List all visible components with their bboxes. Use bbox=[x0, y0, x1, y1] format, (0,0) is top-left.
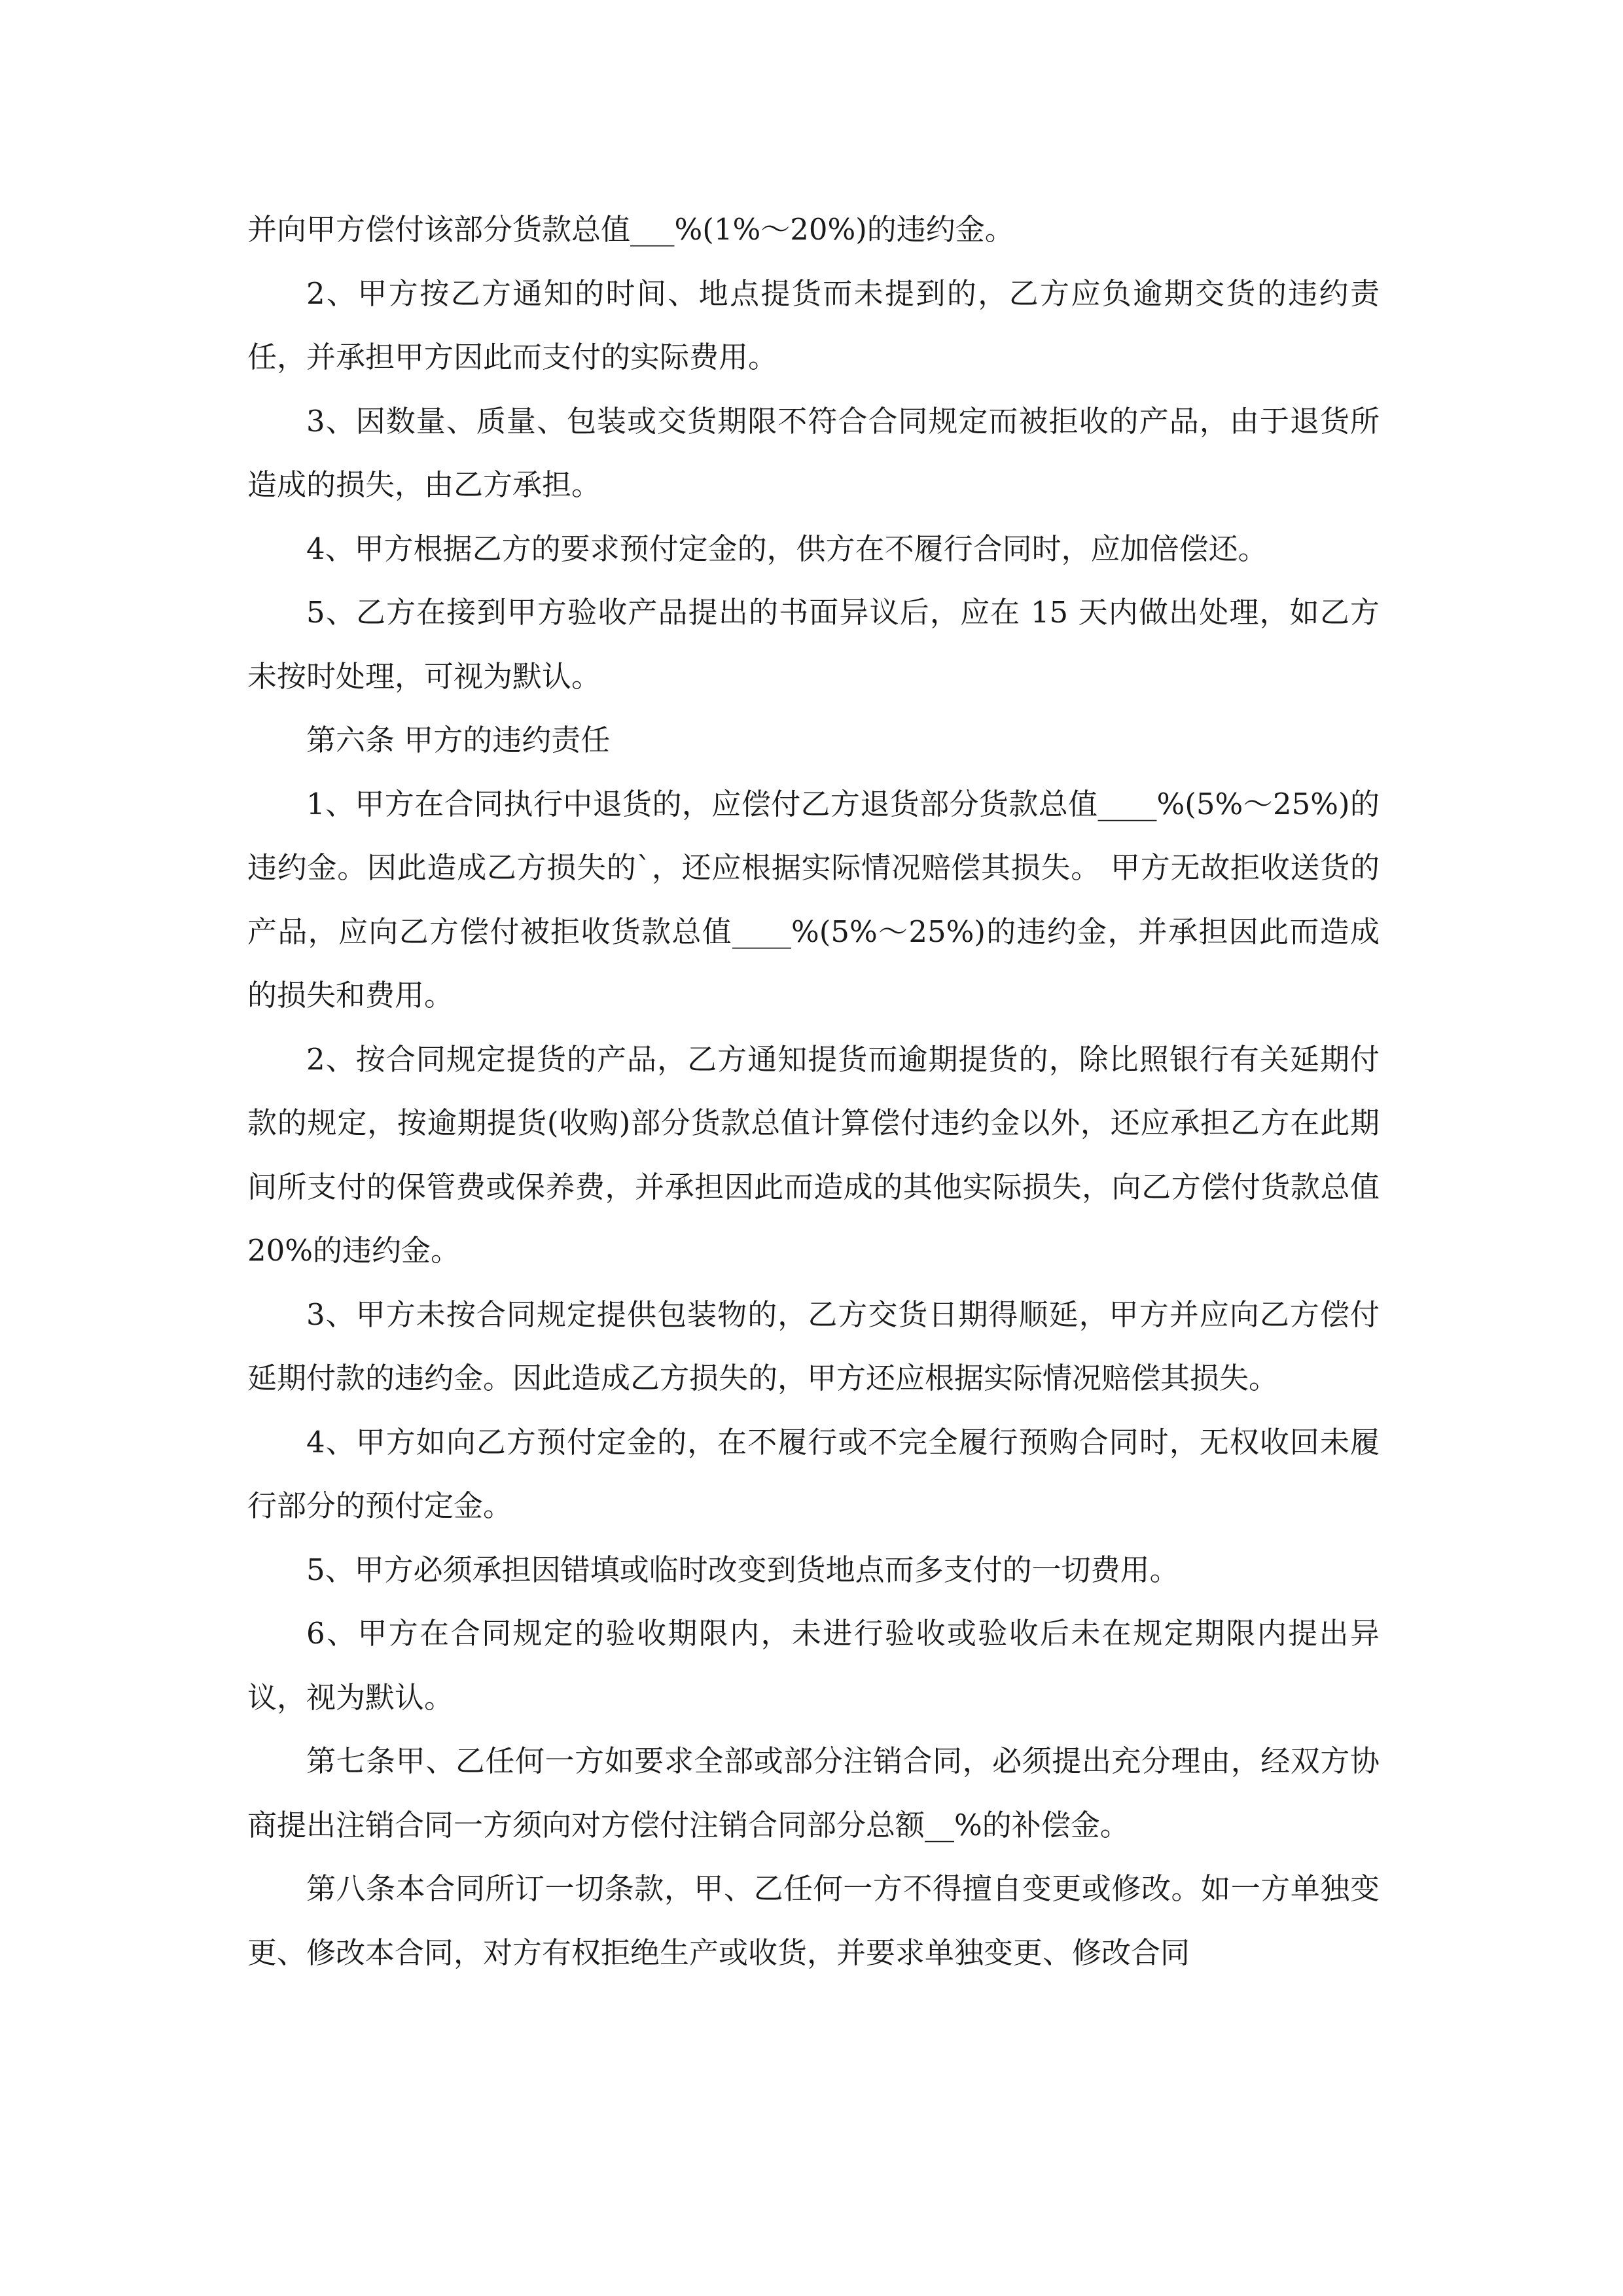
paragraph-clause-5-item-3: 3、因数量、质量、包装或交货期限不符合合同规定而被拒收的产品，由于退货所造成的损失，由乙方承担。 bbox=[247, 403, 1380, 502]
paragraph-article-8: 第八条本合同所订一切条款，甲、乙任何一方不得擅自变更或修改。如一方单独变更、修改本合同，对方有权拒绝生产或收货，并要求单独变更、修改合同 bbox=[247, 1871, 1380, 1970]
section-heading-article-6: 第六条 甲方的违约责任 bbox=[306, 723, 611, 757]
paragraph-continuation: 并向甲方偿付该部分货款总值___%(1%～20%)的违约金。 bbox=[247, 212, 1014, 247]
paragraph-article-6-item-1: 1、甲方在合同执行中退货的，应偿付乙方退货部分货款总值____%(5%～25%)的违约金。因此造成乙方损失的`，还应根据实际情况赔偿其损失。 甲方无故拒收送货的产品，应向乙方偿付被拒收货款总值____%(5%～25%)的违约金，并承担因此而造成的损失和费用。 bbox=[247, 786, 1380, 1013]
paragraph-article-6-item-2: 2、按合同规定提货的产品，乙方通知提货而逾期提货的，除比照银行有关延期付款的规定，按逾期提货(收购)部分货款总值计算偿付违约金以外，还应承担乙方在此期间所支付的保管费或保养费，并承担因此而造成的其他实际损失，向乙方偿付货款总值 20%的违约金。 bbox=[247, 1041, 1380, 1268]
paragraph-article-6-item-3: 3、甲方未按合同规定提供包装物的，乙方交货日期得顺延，甲方并应向乙方偿付延期付款的违约金。因此造成乙方损失的，甲方还应根据实际情况赔偿其损失。 bbox=[247, 1297, 1380, 1395]
paragraph-clause-5-item-2: 2、甲方按乙方通知的时间、地点提货而未提到的，乙方应负逾期交货的违约责任，并承担甲方因此而支付的实际费用。 bbox=[247, 276, 1380, 374]
paragraph-clause-5-item-5: 5、乙方在接到甲方验收产品提出的书面异议后，应在 15 天内做出处理，如乙方未按时处理，可视为默认。 bbox=[247, 595, 1380, 694]
paragraph-article-6-item-6: 6、甲方在合同规定的验收期限内，未进行验收或验收后未在规定期限内提出异议，视为默认。 bbox=[247, 1616, 1380, 1715]
paragraph-article-6-item-5: 5、甲方必须承担因错填或临时改变到货地点而多支付的一切费用。 bbox=[306, 1552, 1179, 1587]
paragraph-clause-5-item-4: 4、甲方根据乙方的要求预付定金的，供方在不履行合同时，应加倍偿还。 bbox=[306, 531, 1268, 566]
document-body bbox=[247, 198, 1380, 1984]
paragraph-article-7: 第七条甲、乙任何一方如要求全部或部分注销合同，必须提出充分理由，经双方协商提出注销合同一方须向对方偿付注销合同部分总额__%的补偿金。 bbox=[247, 1744, 1380, 1842]
paragraph-article-6-item-4: 4、甲方如向乙方预付定金的，在不履行或不完全履行预购合同时，无权收回未履行部分的预付定金。 bbox=[247, 1424, 1380, 1523]
